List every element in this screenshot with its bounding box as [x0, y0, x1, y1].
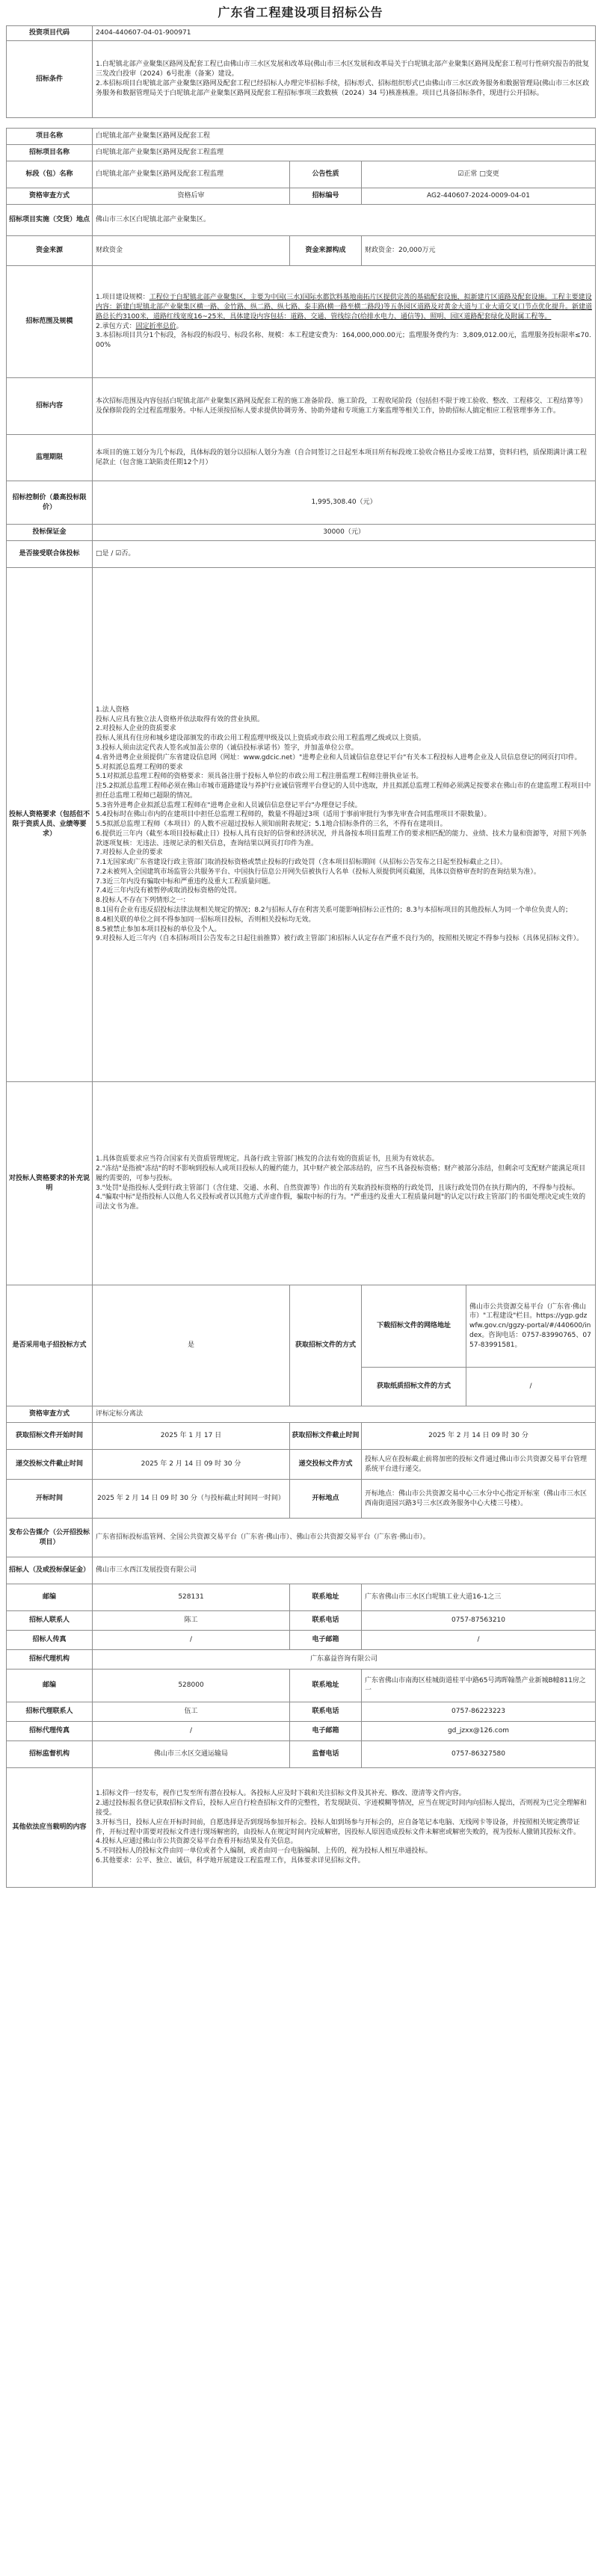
scope-segment: 1.项目建设规模： — [96, 294, 150, 302]
value: / — [93, 1631, 290, 1650]
row-bidder-notes — [7, 1082, 596, 1285]
line: 7.3近三年内没有骗取中标和严重违约及重大工程质量问题。 — [96, 877, 275, 886]
row-other — [7, 1768, 596, 1888]
line: 7.4近三年内没有被暂停或取消投标资格的处罚。 — [96, 887, 241, 895]
value: 白坭镇北部产业聚集区路网及配套工程 — [93, 129, 596, 145]
line: 3.投标人须由法定代表人签名或加盖公章的（诚信投标承诺书）签字，并加盖单位公章。 — [96, 744, 358, 752]
label: 对投标人资格要求的补充说明 — [7, 1082, 93, 1285]
label: 招标人（及或投标保证金） — [7, 1557, 93, 1584]
label: 资金来源 — [7, 236, 93, 266]
scope-segment: 固定折率总价 — [135, 322, 176, 330]
bidder-req-text — [93, 568, 596, 1082]
value: 陈工 — [93, 1611, 290, 1631]
label: 递交投标文件截止时间 — [7, 1450, 93, 1480]
phone-label: 联系电话 — [290, 1702, 362, 1722]
label: 招标代理传真 — [7, 1722, 93, 1741]
tender-announcement — [6, 0, 595, 1888]
value: 广东嘉益咨询有限公司 — [93, 1650, 596, 1670]
row-agency-address — [7, 1670, 596, 1702]
place-value: 开标地点：佛山市公共资源交易中心三水分中心指定开标室（佛山市三水区西南街道园兴路3号三水区政务服务中心大楼三号楼）。 — [362, 1480, 596, 1519]
row-tenderer-address — [7, 1584, 596, 1611]
address-value: 广东省佛山市三水区白坭镇工业大道16-1之三 — [362, 1584, 596, 1611]
label: 招标范围及规模 — [7, 266, 93, 378]
scope-segment: 3.本招标项目共分1个标段，各标段的标段号、标段名称、规模：本工程建安费为：164,000,000.00元；监理服务费约为：3,809,012.00元，监理服务投标限率≤70.00% — [96, 332, 591, 350]
line: 投标人应具有独立法人资格并依法取得有效的营业执照。 — [96, 715, 265, 723]
phone-value: 0757-86223223 — [362, 1702, 596, 1722]
label: 获取招标文件开始时间 — [7, 1423, 93, 1450]
label: 发布公告媒介（公开招投标项目） — [7, 1519, 93, 1557]
label: 投标保证金 — [7, 525, 93, 541]
label: 邮编 — [7, 1670, 93, 1702]
address-value: 广东省佛山市南海区桂城街道桂平中路65号鸿晖翰墨产业新城B幢811房之一 — [362, 1670, 596, 1702]
row-content — [7, 378, 596, 435]
label: 开标时间 — [7, 1480, 93, 1519]
label: 投资项目代码 — [7, 26, 93, 41]
label: 招标项目实施（交货）地点 — [7, 205, 93, 236]
row-electronic-download — [7, 1285, 596, 1368]
address-label: 联系地址 — [290, 1584, 362, 1611]
announcement-table — [6, 25, 596, 1888]
label: 是否接受联合体投标 — [7, 541, 93, 568]
value: 2404-440607-04-01-900971 — [93, 26, 596, 41]
line: 8.1国有企业有违反招投标法律法规相关规定的情况；8.2与招标人存在利害关系可能影响招标公正性的；8.3与本招标项目的其他投标人为同一个单位负责人的； — [96, 906, 572, 914]
phone-value: 0757-87563210 — [362, 1611, 596, 1631]
value: 资格后审 — [93, 188, 290, 205]
row-get-docs — [7, 1423, 596, 1450]
value: 佛山市三水区交通运输局 — [93, 1741, 290, 1768]
line: 2.对投标人企业的资质要求 — [96, 725, 176, 733]
line: 9.对投标人近三年内（自本招标项目公告发布之日起往前推算）被行政主管部门和招标人认定存在严重不良行为的，按照相关规定不得参与投标（具体见招标文件）。 — [96, 935, 584, 943]
paper-value: / — [466, 1368, 596, 1406]
address-label: 联系地址 — [290, 1670, 362, 1702]
code-value: AG2-440607-2024-0009-04-01 — [362, 188, 596, 205]
label: 是否采用电子招投标方式 — [7, 1285, 93, 1406]
row-agency-fax — [7, 1722, 596, 1741]
label: 招标项目名称 — [7, 145, 93, 161]
end-value: 2025 年 2 月 14 日 09 时 30 分 — [362, 1423, 596, 1450]
value: 本项目的施工划分为几个标段，具体标段的划分以招标人划分为准（自合同签订之日起至本项目所有标段竣工验收合格且办妥竣工结算，资料归档，质保期满计满工程尾款止（包含施工缺陷责任期12个月） — [93, 435, 596, 481]
row-submit — [7, 1450, 596, 1480]
paragraph: 1.白坭镇北部产业聚集区路网及配套工程已由佛山市三水区发展和改革局(佛山市三水区发展和改革局关于白坭镇北部产业聚集区路网及配套工程可行性研究报告的批复三发改白投审（2024）6号批准（备案）建设。 — [96, 61, 590, 78]
scope-segment: 工程位于白坭镇北部产业聚集区，主要为中国(三水)国际水都饮料基地南拓片区提供完善的基础配套设施，拟新建片区道路及配套设施。工程主要建设内容：新建白坭镇北部产业聚集区横一路、金竹路、纵二路、纵七路、泰丰路(横一路至横二路段)等五条园区道路及对黄金大道与工业大道交叉口节点优化提升。新建道路总长约3100米，道路红线宽度16~25米，具体建设内容包括：道路、交通、管线综合(给排水电力、通信等)、照明、园区道路配套绿化及附属工程等。 — [96, 294, 593, 321]
line: 7.2未被列入全国建筑市场监管公共服务平台、中国执行信息公开网失信被执行人名单（投标人须提供网页截图，具体以资格审查时的查询结果为准）。 — [96, 868, 540, 876]
email-value[interactable]: gd_jzxx@126.com — [362, 1722, 596, 1741]
place-label: 开标地点 — [290, 1480, 362, 1519]
method-label: 获取招标文件的方式 — [290, 1285, 362, 1406]
value: / — [93, 1722, 290, 1741]
value: 白坭镇北部产业聚集区路网及配套工程监理 — [93, 161, 290, 188]
line: 7.1无国家或广东省建设行政主管部门取消投标资格或禁止投标的行政处罚（含本项目招标期间（从招标公告发布之日起至投标截止之日）。 — [96, 859, 507, 867]
publicity-value: ☑正常 □变更 — [362, 161, 596, 188]
label: 标段（包）名称 — [7, 161, 93, 188]
scope-segment: 。 — [176, 322, 183, 330]
row-control-price — [7, 481, 596, 525]
phone-value: 0757-86327580 — [362, 1741, 596, 1768]
value: 528000 — [93, 1670, 290, 1702]
label: 招标控制价（最高投标限价） — [7, 481, 93, 525]
line: 4.省外进粤企业须提供广东省建设信息网（网址：www.gdcic.net）"进粤企业和人员诚信信息登记平台"有关本工程投标人进粤企业及人员信息登记的网页打印件。 — [96, 753, 582, 762]
label: 监理期限 — [7, 435, 93, 481]
email-label: 电子邮箱 — [290, 1631, 362, 1650]
method-label: 递交投标文件方式 — [290, 1450, 362, 1480]
paragraph: 2.本招标项目白坭镇北部产业聚集区路网及配套工程已经招标人办理完毕招标手续，招标形式、招标组织形式已由佛山市三水区政务服务和数据管理局(佛山市三水区政务服务和数据管理局关于白坭镇北部产业聚集区路网及配套工程招标事项三政数核（2024）34 号)核准核准。项目已具备招标条件，现进行公开招标。 — [96, 80, 590, 97]
row-tenderer — [7, 1557, 596, 1584]
value: 是 — [93, 1285, 290, 1406]
row-eval-method — [7, 1406, 596, 1423]
line: 1.法人资格 — [96, 705, 129, 714]
value: 评标定标分离法 — [93, 1406, 596, 1423]
line: 4."骗取中标"是指投标人以他人名义投标或者以其他方式弄虚作假，骗取中标的行为。"严重违约及重大工程质量问题"的认定以行政主管部门的书面处理决定或生效的司法文书为准。 — [96, 1193, 586, 1211]
email-value: / — [362, 1631, 596, 1650]
label: 招标内容 — [7, 378, 93, 435]
value: 白坭镇北部产业聚集区路网及配套工程监理 — [93, 145, 596, 161]
value: 本次招标范围及内容包括白坭镇北部产业聚集区路网及配套工程的施工准备阶段、施工阶段，工程收尾阶段（包括但不限于竣工验收、整改、工程移交、工程结算等）及保修阶段的全过程监理服务。中标人还须按招标人要求提供协调劳务、协助外建和专项施工方案监理等相关工作，协助招标人搞定相应工程管理事务工作。 — [93, 378, 596, 435]
row-agency-contact — [7, 1702, 596, 1722]
row-location — [7, 205, 596, 236]
row-open — [7, 1480, 596, 1519]
line: 5.不同投标人的投标文件由同一单位或者个人编制，或者由同一台电脑编制、上传的，视为投标人相互串通投标。 — [96, 1847, 432, 1856]
label: 招标代理机构 — [7, 1650, 93, 1670]
line: 3."处罚"是指投标人受到行政主管部门（含住建、交通、水利、自然资源等）作出的有关取消投标资格的行政处罚，且该行政处罚仍在执行期内的，不得参与投标。 — [96, 1184, 579, 1192]
line: 2."冻结"是指被"冻结"的时不影响到投标人或项目投标人的履约能力，其中财产被全部冻结的，应当不具备投标资格；财产被部分冻结，但剩余可支配财产能满足项目履约需要的，可参与投标。 — [96, 1164, 586, 1182]
line: 7.对投标人企业的要求 — [96, 849, 163, 857]
end-label: 获取招标文件截止时间 — [290, 1423, 362, 1450]
row-supervisor — [7, 1741, 596, 1768]
row-qualification — [7, 188, 596, 205]
row-project-name — [7, 129, 596, 145]
line: 8.5被禁止参加本项目投标的单位及个人。 — [96, 925, 221, 933]
phone-label: 联系电话 — [290, 1611, 362, 1631]
scope-text — [93, 266, 596, 378]
row-bid-project-name — [7, 145, 596, 161]
scope-segment: 2.承包方式： — [96, 322, 136, 330]
label: 投标人资格要求（包括但不限于资质人员、业绩等要求） — [7, 568, 93, 1082]
conditions-text — [93, 41, 596, 118]
value: 528131 — [93, 1584, 290, 1611]
row-conditions — [7, 41, 596, 118]
row-fund — [7, 236, 596, 266]
row-tenderer-fax — [7, 1631, 596, 1650]
row-lot — [7, 161, 596, 188]
row-media — [7, 1519, 596, 1557]
other-text — [93, 1768, 596, 1888]
row-bidder-req — [7, 568, 596, 1082]
value: □是 / ☑否。 — [93, 541, 596, 568]
download-value[interactable]: 佛山市公共资源交易平台（广东省·佛山市）"工程建设"栏目。https://ygp.gdzwfw.gov.cn/ggzy-portal/#/440600/index。咨询电话：0757-83990765、0757-83991581。 — [466, 1285, 596, 1368]
label: 招标人联系人 — [7, 1611, 93, 1631]
value: 伍工 — [93, 1702, 290, 1722]
line: 5.3省外进粤企业拟派总监理工程师在"进粤企业和人员诚信信息登记平台"办理登记手续。 — [96, 801, 362, 809]
value: 2025 年 2 月 14 日 09 时 30 分 — [93, 1450, 290, 1480]
row-bond — [7, 525, 596, 541]
method-value: 投标人应在投标截止前将加密的投标文件通过佛山市公共资源交易平台管理系统平台进行递交。 — [362, 1450, 596, 1480]
publicity-label: 公告性质 — [290, 161, 362, 188]
value: 佛山市三水区白坭镇北部产业聚集区。 — [93, 205, 596, 236]
value: 2025 年 2 月 14 日 09 时 30 分（与投标截止时间同一时间） — [93, 1480, 290, 1519]
row-tenderer-contact — [7, 1611, 596, 1631]
phone-label: 监督电话 — [290, 1741, 362, 1768]
label: 招标监督机构 — [7, 1741, 93, 1768]
row-scope — [7, 266, 596, 378]
label: 资格审查方式 — [7, 188, 93, 205]
source-label: 资金来源构成 — [290, 236, 362, 266]
line: 6.提供近三年内（截至本项目投标截止日）投标人具有良好的信誉和经济状况，并具备按本项目监理工作的要求相匹配的能力、业绩、技术力量和资源等，对照下列条款逐项复核：无违法、违规记录的相关信息，查询结果以网页打印件为准。 — [96, 830, 587, 847]
line: 注5.2拟派总监理工程师必须在佛山市城市道路建设与养护行业诚信管理平台登记的人员中选取，并且拟派总监理工程师必须满足按要求在佛山市的在建监理工程项目中担任总监理工程师已超限的情况。 — [96, 782, 591, 800]
row-period — [7, 435, 596, 481]
page-title: 广东省工程建设项目招标公告 — [218, 5, 383, 19]
download-label: 下载招标文件的网络地址 — [362, 1285, 466, 1368]
line: 5.1对拟派总监理工程师的资格要求：须具备注册于投标人单位的市政公用工程注册监理工程师注册执业证书。 — [96, 773, 423, 781]
line: 6.其他要求：公平、独立、诚信，科学地开展建设工程监理工作，具体要求详见招标文件。 — [96, 1856, 365, 1865]
line: 8.4相关联的单位之间不得参加同一招标项目投标，否则相关投标均无效。 — [96, 915, 315, 924]
label: 招标代理联系人 — [7, 1702, 93, 1722]
bidder-notes-text — [93, 1082, 596, 1285]
code-label: 招标编号 — [290, 188, 362, 205]
line: 8.投标人不存在下列情形之一： — [96, 897, 190, 905]
line: 5.对拟派总监理工程师的要求 — [96, 763, 183, 771]
paper-label: 获取纸质招标文件的方式 — [362, 1368, 466, 1406]
row-consortium — [7, 541, 596, 568]
line: 5.5拟派总监理工程师（本项目）的人数不应超过投标人须知前附表规定；5.1地合招标条件的三名，不得有在建项目。 — [96, 821, 447, 829]
value: 佛山市三水西江发展投资有限公司 — [93, 1557, 596, 1584]
label: 招标条件 — [7, 41, 93, 118]
line: 2.通过投标报名登记获取招标文件后，投标人应自行检查招标文件的完整性，若发现缺页、字迹模糊等情况，应当在规定时间内向招标人提出，否则视为已完全理解和接受。 — [96, 1800, 587, 1817]
line: 4.投标人应通过佛山市公共资源交易平台查看开标结果及有关信息。 — [96, 1838, 298, 1846]
value: 1,995,308.40（元） — [93, 481, 596, 525]
line: 3.开标当日，投标人应在开标时间前，自愿选择是否到现场参加开标会。投标人如到场参与开标会的，应自备笔记本电脑、无线网卡等设备，并按照相关规定携带证件，开标过程中需要对投标文件进行现场解密的，由投标人在规定时间内完成解密，因投标人原因造成投标文件未解密或解密失败的，视为投标人撤销其投标文件。 — [96, 1818, 581, 1836]
label: 邮编 — [7, 1584, 93, 1611]
label: 项目名称 — [7, 129, 93, 145]
label: 招标人传真 — [7, 1631, 93, 1650]
value: 30000（元） — [93, 525, 596, 541]
row-agency — [7, 1650, 596, 1670]
value: 财政资金 — [93, 236, 290, 266]
email-label: 电子邮箱 — [290, 1722, 362, 1741]
source-value: 财政资金：20,000万元 — [362, 236, 596, 266]
line: 5.4投标时在佛山市内的在建项目中担任总监理工程师的，数量不得超过3项（适用于事前审批行为事先审查合同监理项目不限数量）。 — [96, 811, 491, 819]
label: 资格审查方式 — [7, 1406, 93, 1423]
label: 其他依法应当载明的内容 — [7, 1768, 93, 1888]
value: 广东省招标投标监管网、全国公共资源交易平台（广东省·佛山市）、佛山市公共资源交易平台（广东省·佛山市）。 — [93, 1519, 596, 1557]
line: 投标人须具有住房和城乡建设部颁发的市政公用工程监理甲级及以上资质或市政公用工程监理乙级或以上资质。 — [96, 735, 426, 743]
line: 1.具体资质要求应当符合国家有关资质管理规定。具备行政主管部门核发的合法有效的资质证书，且须为有效状态。 — [96, 1155, 439, 1164]
line: 1.招标文件一经发布，视作已发至所有潜在投标人。各投标人应及时下载和关注招标文件及其补充、修改、澄清等文件内容。 — [96, 1790, 466, 1798]
value: 2025 年 1 月 17 日 — [93, 1423, 290, 1450]
row-project-code — [7, 26, 596, 41]
